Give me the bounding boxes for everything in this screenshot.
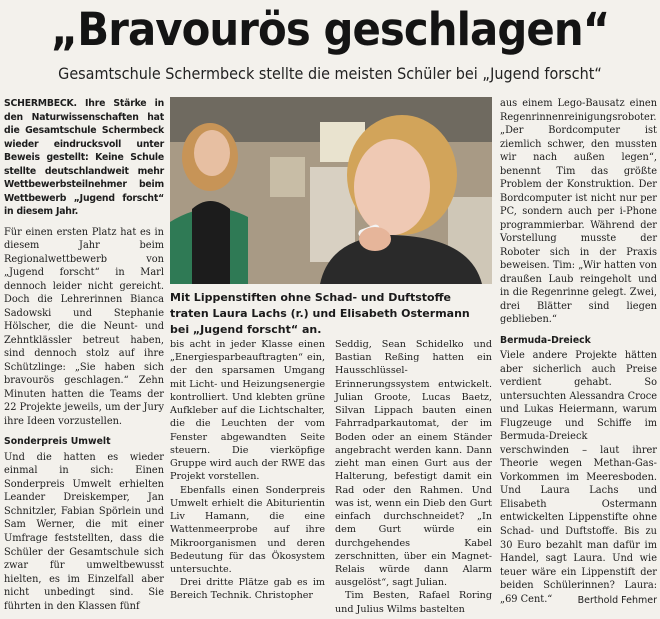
body-paragraph: Seddig, Sean Schidelko und Bastian Reßing hatten ein Hausschlüssel-Erinnerungssystem entwickelt. Julian Groote, Lucas Baetz, Silvan Lippach bauten einen Fahrradparkautomat, der im Boden oder an einem Ständer angebracht werden kann. Dann zieht man einen Gurt aus der Halterung, befestigt damit ein Rad oder den Rahmen. Und was ist, wenn ein Dieb den Gurt einfach durchschneidet? „In dem Gurt würde ein durchgehendes Kabel zerschnitten, über ein Magnet-Relais würde dann Alarm ausgelöst“, sagt Julian.: [335, 339, 492, 589]
news-photo: [170, 97, 492, 284]
column-2: [170, 338, 325, 603]
author-byline: Berthold Fehmer: [577, 594, 657, 606]
body-paragraph: Für einen ersten Platz hat es in diesem Jahr beim Regionalwettbewerb von „Jugend forscht“ in Marl dennoch leider nicht gereicht. Doch die Lehrerinnen Bianca Sadowski und Stephanie Hölscher, die die Neunt- und Zehntklässler betreut haben, sind dennoch stolz auf ihre Schützlinge: „Sie haben sich bravourös geschlagen.“ Zehn Minuten hatten die Teams der 22 Projekte jeweils, um der Jury ihre Ideen vorzustellen.: [4, 226, 164, 427]
column-1: [4, 97, 164, 613]
headline: „Bravourös geschlagen“: [50, 3, 610, 56]
body-paragraph: Drei dritte Plätze gab es im Bereich Technik. Christopher: [170, 577, 325, 602]
subheadline: Gesamtschule Schermbeck stellte die meisten Schüler bei „Jugend forscht“: [58, 64, 602, 83]
column-3: [335, 338, 492, 616]
body-paragraph: bis acht in jeder Klasse einen „Energiesparbeauftragten“ ein, der den sparsamen Umgang mit Licht- und Heizungsenergie kontrolliert. Und klebten grüne Aufkleber auf die Lichtschalter, die die Leuchten der vom Fenster abgewandten Seite steuern. Die vierköpfige Gruppe wird auch der RWE das Projekt vorstellen.: [170, 339, 325, 483]
body-paragraph: aus einem Lego-Bausatz einen Regenrinnenreinigungsroboter. „Der Bordcomputer ist ziemlich schwer, den mussten wir nach außen legen“, benennt Tim das größte Problem der Konstruktion. Der Bordcomputer ist nicht nur per PC, sondern auch per i-Phone programmierbar. Während der Vorstellung musste der Roboter sich in der Praxis beweisen. Tim: „Wir hatten von draußen Laub reingeholt und in die Regenrinne gelegt. Zwei, drei Blätter sind liegen geblieben.“: [500, 98, 657, 326]
body-paragraph: Tim Besten, Rafael Roring und Julius Wilms bastelten: [335, 590, 492, 615]
lead-paragraph: SCHERMBECK. Ihre Stärke in den Naturwissenschaften hat die Gesamtschule Schermbeck wieder eindrucksvoll unter Beweis gestellt: Keine Schule stellte deutschlandweit mehr Wettbewerbsteilnehmer beim Wettbewerb „Jugend forscht“ in diesem Jahr.: [4, 98, 164, 218]
body-paragraph: [500, 349, 657, 606]
photo-caption: Mit Lippenstiften ohne Schad- und Duftstoffe traten Laura Lachs (r.) und Elisabeth Ostermann bei „Jugend forscht“ an.: [170, 291, 470, 336]
body-paragraph: Ebenfalls einen Sonderpreis Umwelt erhielt die Abiturientin Liv Hamann, die eine Wattenmeerprobe auf ihre Mikroorganismen und deren Bedeutung für das Ökosystem untersuchte.: [170, 484, 325, 575]
subheading-bermuda: Bermuda-Dreieck: [500, 334, 591, 346]
body-text: Viele andere Projekte hätten aber sicherlich auch Preise verdient gehabt. So untersuchten Alessandra Croce und Lukas Heiermann, warum Flugzeuge und Schiffe im Bermuda-Dreieck verschwinden – laut ihrer Theorie wegen Methan-Gas-Vorkommen im Meeresboden. Und Laura Lachs und Elisabeth Ostermann entwickelten Lippenstifte ohne Schad- und Duftstoffe. Bis zu 30 Euro bezahlt man dafür im Handel, sagt Laura. Und wie teuer wäre ein Lippenstift der beiden Schülerinnen? Laura: „69 Cent.“: [500, 350, 657, 605]
body-paragraph: Und die hatten es wieder einmal in sich: Einen Sonderpreis Umwelt erhielten Leander Dreiskemper, Jan Schnitzler, Fabian Spörlein und Sam Werner, die mit einer Umfrage feststellten, dass die Schüler der Gesamtschule sich zwar für umweltbewusst hielten, es im Einzelfall aber nicht unbedingt sind. Sie führten in den Klassen fünf: [4, 451, 164, 612]
column-4: [500, 97, 657, 609]
subheading-umwelt: Sonderpreis Umwelt: [4, 436, 111, 448]
